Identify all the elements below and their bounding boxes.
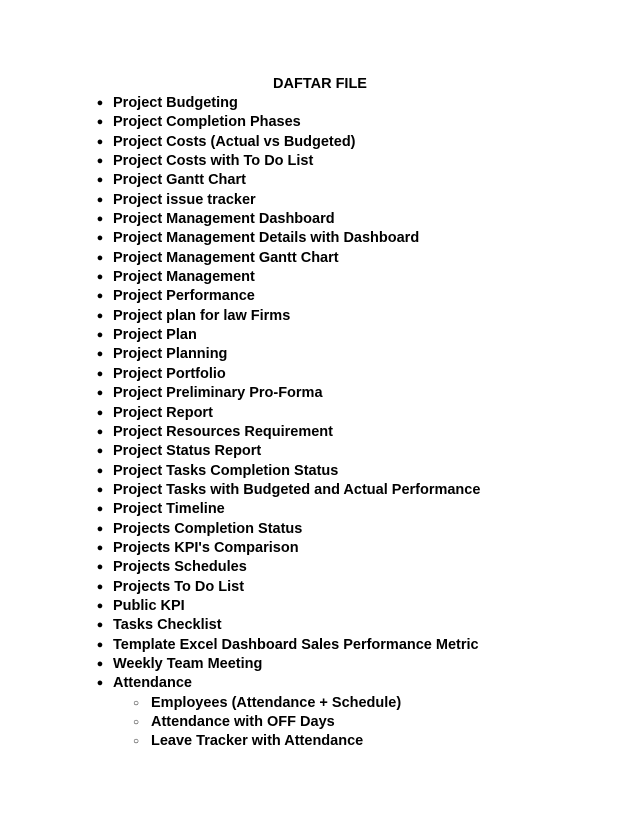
list-item: [0, 674, 640, 693]
list-item-label: Project Budgeting: [113, 95, 238, 111]
bullet-icon: ●: [96, 522, 104, 535]
sub-list-item: [0, 732, 640, 751]
list-item: [0, 268, 640, 287]
list-item-label: Project Tasks with Budgeted and Actual Performance: [113, 481, 481, 498]
list-item: [0, 326, 640, 345]
hollow-bullet-icon: ○: [132, 717, 140, 728]
list-item-label: Tasks Checklist: [113, 617, 222, 634]
list-item: [0, 597, 640, 616]
document-title: DAFTAR FILE: [273, 76, 367, 92]
list-item-label: Project issue tracker: [113, 191, 256, 208]
list-item: [0, 636, 640, 655]
sub-list: [0, 694, 640, 752]
list-item-label: Project Completion Phases: [113, 114, 301, 131]
bullet-icon: ●: [96, 97, 104, 109]
bullet-icon: ●: [96, 271, 104, 284]
bullet-icon: ●: [96, 387, 104, 400]
list-item-label: Project plan for law Firms: [113, 307, 291, 324]
bullet-icon: ●: [96, 541, 104, 554]
hollow-bullet-icon: ○: [132, 736, 140, 748]
sub-list-item-label: Attendance with OFF Days: [151, 714, 335, 730]
list-item: [0, 500, 640, 519]
bullet-icon: ●: [96, 599, 104, 612]
list-item: [0, 249, 640, 268]
list-item-label: Projects Schedules: [113, 559, 247, 576]
list-item: [0, 462, 640, 481]
list-item: [0, 655, 640, 674]
list-item: [0, 423, 640, 442]
bullet-icon: ●: [96, 367, 104, 380]
sub-list-container: [0, 694, 640, 752]
list-item: [0, 307, 640, 326]
bullet-icon: ●: [96, 309, 104, 322]
list-item: [0, 384, 640, 403]
bullet-icon: ●: [96, 155, 104, 168]
list-item-label: Project Planning: [113, 346, 228, 363]
sub-list-item-label: Leave Tracker with Attendance: [151, 733, 364, 750]
bullet-icon: ●: [96, 445, 104, 458]
list-item-label: Attendance: [113, 675, 192, 692]
list-item: [0, 520, 640, 539]
list-item-label: Project Plan: [113, 327, 197, 344]
list-item: [0, 210, 640, 229]
bullet-icon: ●: [96, 425, 104, 438]
list-item: [0, 539, 640, 558]
bullet-icon: ●: [96, 213, 104, 226]
list-item: [0, 345, 640, 364]
bullet-icon: ●: [96, 619, 104, 632]
hollow-bullet-icon: ○: [132, 697, 140, 709]
bullet-icon: ●: [96, 503, 104, 516]
file-list: [0, 94, 640, 752]
list-item: [0, 287, 640, 306]
list-item-label: Project Management: [113, 269, 255, 286]
list-item: [0, 481, 640, 500]
bullet-icon: ●: [96, 483, 104, 496]
list-item: [0, 442, 640, 461]
bullet-icon: ●: [96, 580, 104, 593]
bullet-icon: ●: [96, 251, 104, 264]
list-item-label: Project Resources Requirement: [113, 423, 333, 440]
list-item-label: Project Management Gantt Chart: [113, 249, 339, 266]
bullet-icon: ●: [96, 329, 104, 342]
list-item-label: Project Performance: [113, 288, 255, 305]
bullet-icon: ●: [96, 232, 104, 245]
list-item-label: Project Preliminary Pro-Forma: [113, 385, 323, 402]
bullet-icon: ●: [96, 116, 104, 129]
list-item: [0, 578, 640, 597]
bullet-icon: ●: [96, 348, 104, 361]
list-item-label: Project Report: [113, 404, 213, 421]
list-item-label: Projects To Do List: [113, 578, 245, 595]
bullet-icon: ●: [96, 657, 104, 670]
list-item: [0, 94, 640, 113]
list-item-label: Project Status Report: [113, 443, 262, 460]
list-item-label: Project Portfolio: [113, 365, 226, 382]
list-item: [0, 365, 640, 384]
list-item-label: Project Gantt Chart: [113, 172, 246, 189]
list-item-label: Project Management Details with Dashboard: [113, 230, 420, 247]
list-item: [0, 191, 640, 210]
sub-list-item: [0, 713, 640, 732]
list-item-label: Public KPI: [113, 597, 185, 614]
list-item: [0, 558, 640, 577]
list-item: [0, 171, 640, 190]
list-item: [0, 113, 640, 132]
bullet-icon: ●: [96, 406, 104, 419]
list-item-label: Project Tasks Completion Status: [113, 462, 339, 479]
sub-list-item-label: Employees (Attendance + Schedule): [151, 694, 402, 711]
bullet-icon: ●: [96, 174, 104, 187]
list-item-label: Weekly Team Meeting: [113, 655, 263, 672]
bullet-icon: ●: [96, 193, 104, 206]
list-item-label: Projects Completion Status: [113, 520, 303, 537]
list-item-label: Template Excel Dashboard Sales Performance Metric: [113, 636, 479, 653]
list-item-label: Project Costs with To Do List: [113, 153, 314, 170]
list-item: [0, 133, 640, 152]
list-item: [0, 229, 640, 248]
list-item: [0, 616, 640, 635]
sub-list-item: [0, 694, 640, 713]
list-item-label: Project Costs (Actual vs Budgeted): [113, 133, 356, 150]
bullet-icon: ●: [96, 290, 104, 303]
list-item-label: Project Timeline: [113, 501, 225, 518]
list-item: [0, 152, 640, 171]
bullet-icon: ●: [96, 135, 104, 148]
bullet-icon: ●: [96, 561, 104, 574]
bullet-icon: ●: [96, 464, 104, 477]
list-item: [0, 404, 640, 423]
list-item-label: Project Management Dashboard: [113, 211, 335, 228]
bullet-icon: ●: [96, 677, 104, 690]
bullet-icon: ●: [96, 638, 104, 651]
list-item-label: Projects KPI's Comparison: [113, 539, 299, 556]
